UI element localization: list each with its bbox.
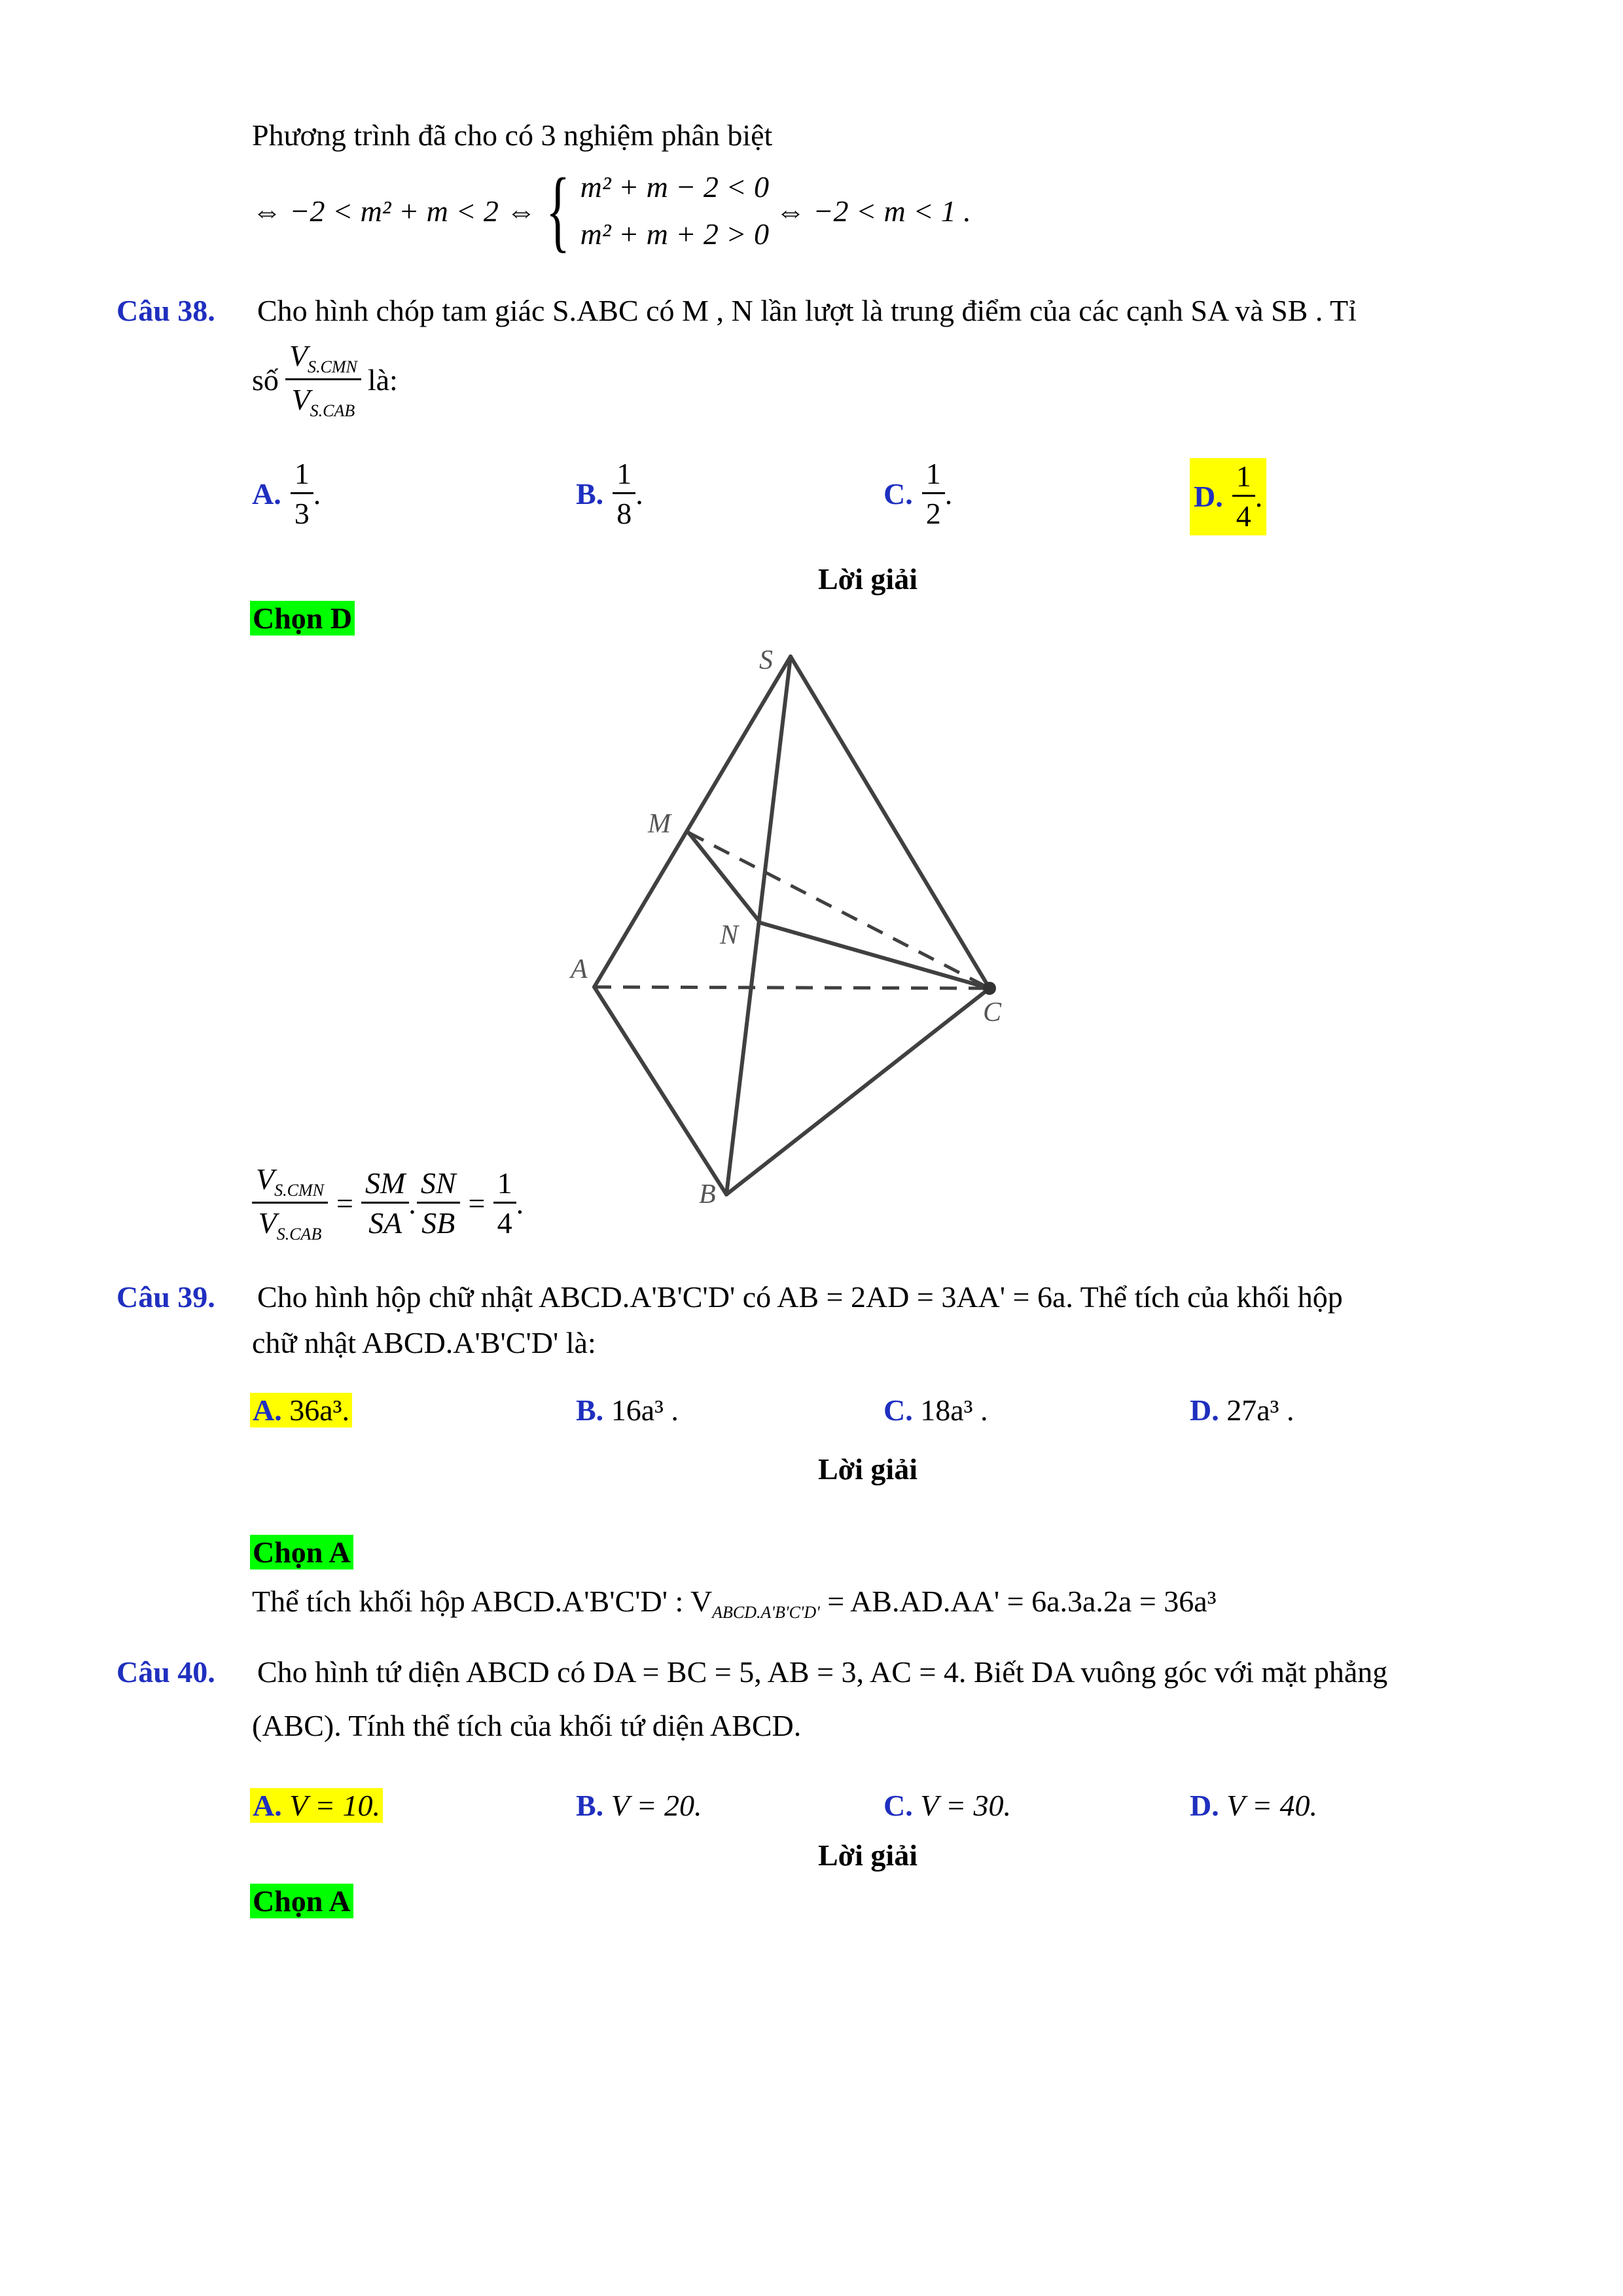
q38-text-line1: Cho hình chóp tam giác S.ABC có M , N lần lượt là trung điểm của các cạnh SA và SB . Tỉ [257, 294, 1357, 327]
label-n: N [720, 920, 739, 950]
segment-mn [688, 833, 760, 923]
q38-ratio: $\frac{V_{S.CMN}}{V_{S.CAB}}$ [285, 340, 361, 420]
q39-text-line1: Cho hình hộp chữ nhật ABCD.A'B'C'D' có AB = 2AD = 3AA' = 6a. Thể tích của khối hộp [257, 1280, 1343, 1314]
q38-option-b: B. $\frac{1}{8}$ . [576, 457, 643, 531]
q39-choice: Chọn A [250, 1535, 353, 1570]
q39-option-c: C. 18a³ . [883, 1393, 988, 1427]
q40-option-d: D. V = 40. [1190, 1789, 1318, 1822]
system-top: m² + m − 2 < 0 [580, 170, 769, 204]
q40-solution-title: Lời giải [818, 1839, 918, 1872]
q38-solution-title: Lời giải [818, 562, 918, 596]
prev-inequality-left: ⇔ −2 < m² + m < 2 ⇔ [252, 194, 537, 228]
q39-explanation: Thể tích khối hộp ABCD.A'B'C'D' : $V_{ABCD.A'B'C'D'} = AB.AD.AA' = 6a.3a.2a = 36a^3$ [252, 1585, 1217, 1622]
q40-option-b: B. V = 20. [576, 1789, 702, 1822]
q39-label: Câu 39. [116, 1280, 215, 1314]
label-m: M [648, 809, 671, 839]
q38-prefix: số [252, 363, 279, 397]
q40-label: Câu 40. [116, 1655, 215, 1689]
q38-suffix: là: [367, 363, 398, 397]
q39-option-d: D. 27a³ . [1190, 1393, 1294, 1427]
q39-solution-title: Lời giải [818, 1452, 918, 1486]
q39-text-line2: chữ nhật ABCD.A'B'C'D' là: [252, 1326, 596, 1359]
q38-label: Câu 38. [116, 294, 215, 327]
q40-option-c: C. V = 30. [883, 1789, 1012, 1822]
system-bottom: m² + m + 2 > 0 [580, 217, 769, 251]
q39-option-b: B. 16a³ . [576, 1393, 679, 1427]
prev-inequality-right: ⇔ −2 < m < 1 . [775, 194, 971, 228]
point-c [983, 982, 996, 995]
q40-text-line2: (ABC). Tính thể tích của khối tứ diện ABCD. [252, 1709, 802, 1742]
label-b: B [699, 1179, 716, 1210]
q40-choice: Chọn A [250, 1884, 353, 1918]
q38-option-d-correct: D. $\frac{1}{4}$ . [1190, 458, 1266, 535]
q38-option-c: C. $\frac{1}{2}$ . [883, 457, 953, 531]
q40-text-line1: Cho hình tứ diện ABCD có DA = BC = 5, AB = 3, AC = 4. Biết DA vuông góc với mặt phẳng [257, 1655, 1388, 1689]
system-brace: { [546, 160, 571, 261]
label-s: S [759, 645, 773, 675]
q40-option-a-correct: A. V = 10. [250, 1788, 383, 1823]
edge-ab [594, 987, 726, 1194]
label-a: A [571, 954, 588, 984]
q38-choice: Chọn D [250, 601, 355, 636]
q38-option-a: A. $\frac{1}{3}$ . [252, 457, 321, 531]
label-c: C [983, 997, 1002, 1028]
edge-ac-hidden [594, 987, 990, 988]
edge-sa [594, 656, 791, 987]
edge-bc [726, 988, 990, 1194]
q38-formula: $\frac{V_{S.CMN}}{V_{S.CAB}}$ = $\frac{SM}{SA}$ . $\frac{SN}{SB}$ = $\frac{1}{4}$ . [252, 1164, 524, 1244]
q39-option-a-correct: A. 36a³. [250, 1393, 352, 1427]
prev-solution-line1: Phương trình đã cho có 3 nghiệm phân biệt [252, 118, 773, 152]
